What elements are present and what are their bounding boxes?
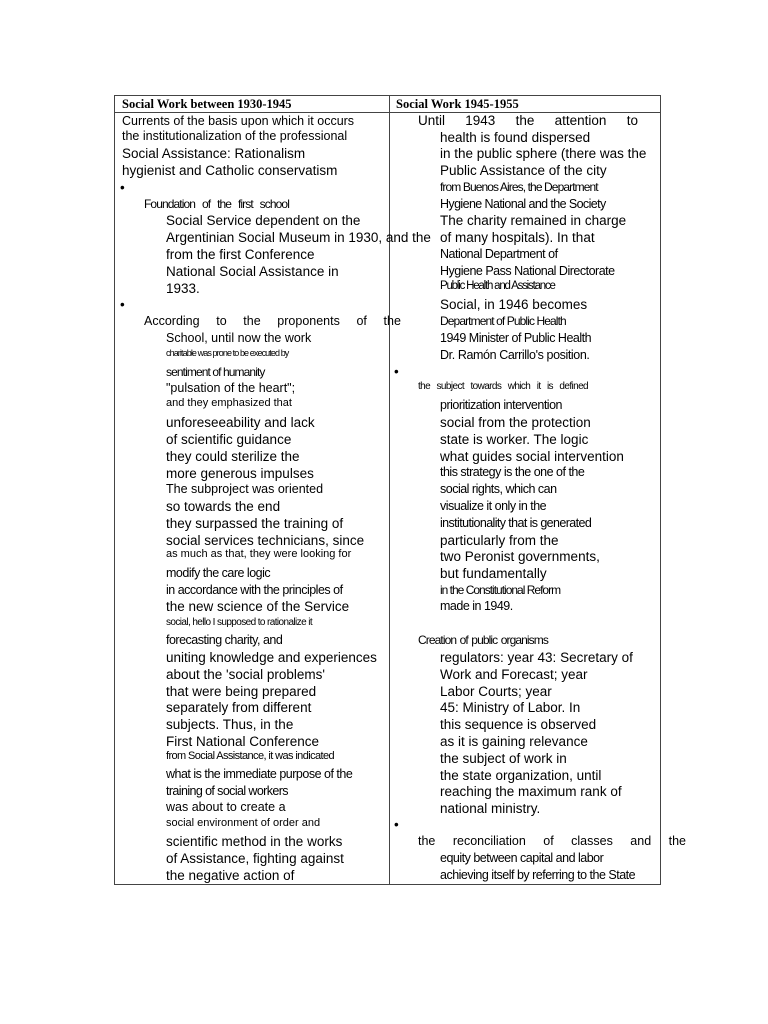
text-line: National Social Assistance in [166,264,339,279]
text-line: as it is gaining relevance [440,734,588,749]
text-line: state is worker. The logic [440,432,589,447]
text-line: Social Service dependent on the [166,213,361,228]
text-line: Hygiene Pass National Directorate [440,264,615,278]
text-line: achieving itself by referring to the State [440,868,636,882]
text-line: "pulsation of the heart"; [166,381,296,395]
text-line: Public Health and Assistance [440,280,555,292]
text-line: First National Conference [166,734,320,749]
text-line: the new science of the Service [166,599,350,614]
text-line: sentiment of humanity [166,365,265,379]
text-line: from Buenos Aires, the Department [440,180,598,194]
text-line: Hygiene National and the Society [440,197,606,211]
text-line: prioritization intervention [440,398,562,412]
text-line: 1949 Minister of Public Health [440,331,592,345]
text-line: scientific method in the works [166,834,343,849]
text-line: Social Assistance: Rationalism [122,146,306,161]
text-line: School, until now the work [166,331,312,345]
text-line: modify the care logic [166,566,271,580]
text-line: the subject towards which it is defined [418,381,588,392]
text-line: the negative action of [166,868,295,883]
text-line: hygienist and Catholic conservatism [122,163,338,178]
text-line: Argentinian Social Museum in 1930, and the [166,230,431,245]
text-line: Until 1943 the attention to [418,113,638,128]
text-line: what is the immediate purpose of the [166,767,353,781]
text-line: but fundamentally [440,566,547,581]
text-line: what guides social intervention [440,449,624,464]
text-line: that were being prepared [166,684,317,699]
text-line: from the first Conference [166,247,315,262]
text-line: social, hello I supposed to rationalize it [166,617,313,628]
text-line: in accordance with the principles of [166,583,343,597]
text-line: this sequence is observed [440,717,597,732]
text-line: they could sterilize the [166,449,300,464]
text-line: social from the protection [440,415,591,430]
text-line: of many hospitals). In that [440,230,595,245]
text-line: this strategy is the one of the [440,465,585,479]
text-line: and they emphasized that [166,397,292,409]
text-line: as much as that, they were looking for [166,548,352,560]
text-line: the reconciliation of classes and the [418,834,686,848]
text-line: Creation of public organisms [418,633,548,647]
text-line: Foundation of the first school [144,197,289,211]
text-line: training of social workers [166,784,288,798]
text-line: regulators: year 43: Secretary of [440,650,633,665]
left-column-header: Social Work between 1930-1945 [122,97,292,111]
text-line: the state organization, until [440,768,602,783]
text-line: the subject of work in [440,751,567,766]
text-line: was about to create a [166,800,286,814]
text-line: Public Assistance of the city [440,163,607,178]
text-line: social services technicians, since [166,533,365,548]
text-line: so towards the end [166,499,281,514]
text-line: Work and Forecast; year [440,667,588,682]
bullet: • [120,180,125,195]
text-line: health is found dispersed [440,130,591,145]
text-line: about the 'social problems' [166,667,325,682]
text-line: of Assistance, fighting against [166,851,344,866]
text-line: the institutionalization of the professional [122,129,348,143]
text-line: uniting knowledge and experiences [166,650,377,665]
text-line: more generous impulses [166,466,314,481]
text-line: subjects. Thus, in the [166,717,294,732]
text-line: they surpassed the training of [166,516,344,531]
bullet: • [394,364,399,379]
text-line: Dr. Ramón Carrillo's position. [440,348,590,362]
text-line: made in 1949. [440,599,513,613]
text-line: separately from different [166,700,312,715]
text-line: reaching the maximum rank of [440,784,622,799]
text-line: Social, in 1946 becomes [440,297,588,312]
bullet: • [394,817,399,832]
text-line: Currents of the basis upon which it occurs [122,114,355,128]
text-line: of scientific guidance [166,432,292,447]
text-line: The subproject was oriented [166,482,324,496]
text-line: two Peronist governments, [440,549,600,564]
text-line: social environment of order and [166,817,321,829]
text-line: According to the proponents of the [144,314,401,328]
text-line: national ministry. [440,801,541,816]
text-line: particularly from the [440,533,559,548]
column-divider [389,96,390,884]
text-line: Labor Courts; year [440,684,552,699]
text-line: unforeseeability and lack [166,415,315,430]
text-line: visualize it only in the [440,499,547,513]
right-column-header: Social Work 1945-1955 [396,97,519,111]
text-line: National Department of [440,247,558,261]
text-line: equity between capital and labor [440,851,604,865]
text-line: in the Constitutional Reform [440,583,561,597]
text-line: in the public sphere (there was the [440,146,647,161]
text-line: forecasting charity, and [166,633,283,647]
text-line: institutionality that is generated [440,516,592,530]
text-line: The charity remained in charge [440,213,627,228]
bullet: • [120,297,125,312]
text-line: 45: Ministry of Labor. In [440,700,581,715]
text-line: from Social Assistance, it was indicated [166,750,334,762]
text-line: charitable was prone to be executed by [166,348,289,358]
text-line: Department of Public Health [440,314,566,328]
text-line: 1933. [166,281,200,296]
text-line: social rights, which can [440,482,557,496]
